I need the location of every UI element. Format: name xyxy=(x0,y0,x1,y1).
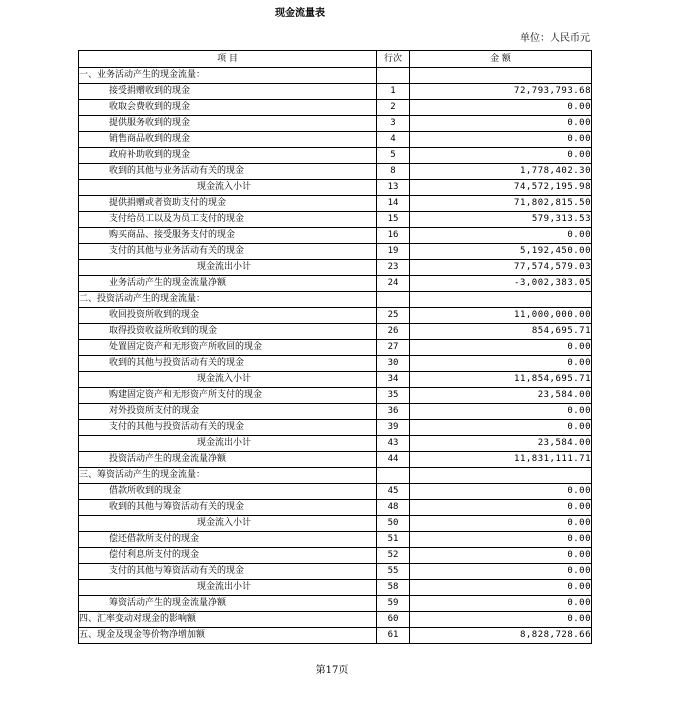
row-amount: 0.00 xyxy=(410,228,592,244)
row-amount: 0.00 xyxy=(410,404,592,420)
row-item-label: 政府补助收到的现金 xyxy=(79,148,377,164)
row-item-label: 偿还借款所支付的现金 xyxy=(79,532,377,548)
row-number: 4 xyxy=(377,132,410,148)
row-number: 26 xyxy=(377,324,410,340)
row-item-label: 收回投资所收到的现金 xyxy=(79,308,377,324)
table-header-row xyxy=(79,51,592,68)
table-row xyxy=(79,388,592,404)
row-item-label: 支付给员工以及为员工支付的现金 xyxy=(79,212,377,228)
row-item-label: 筹资活动产生的现金流量净额 xyxy=(79,596,377,612)
row-amount: 0.00 xyxy=(410,500,592,516)
row-amount: 1,778,402.30 xyxy=(410,164,592,180)
row-number: 51 xyxy=(377,532,410,548)
row-amount: 5,192,450.00 xyxy=(410,244,592,260)
row-amount: 11,831,111.71 xyxy=(410,452,592,468)
row-number: 13 xyxy=(377,180,410,196)
row-amount: 0.00 xyxy=(410,516,592,532)
row-number: 1 xyxy=(377,84,410,100)
row-amount: 0.00 xyxy=(410,132,592,148)
row-number: 30 xyxy=(377,356,410,372)
row-item-label: 二、投资活动产生的现金流量： xyxy=(79,292,377,308)
row-item-label: 接受捐赠收到的现金 xyxy=(79,84,377,100)
row-number: 25 xyxy=(377,308,410,324)
table-row xyxy=(79,516,592,532)
row-item-label: 购买商品、接受服务支付的现金 xyxy=(79,228,377,244)
row-item-label: 取得投资收益所收到的现金 xyxy=(79,324,377,340)
row-amount: 579,313.53 xyxy=(410,212,592,228)
row-item-label: 对外投资所支付的现金 xyxy=(79,404,377,420)
table-row xyxy=(79,532,592,548)
row-item-label: 五、现金及现金等价物净增加额 xyxy=(79,628,377,644)
row-item-label: 业务活动产生的现金流量净额 xyxy=(79,276,377,292)
row-item-label: 三、筹资活动产生的现金流量： xyxy=(79,468,377,484)
row-amount: 11,000,000.00 xyxy=(410,308,592,324)
table-row xyxy=(79,84,592,100)
page-title: 现金流量表 xyxy=(275,8,325,19)
row-amount: 0.00 xyxy=(410,580,592,596)
header-row-number: 行次 xyxy=(377,51,410,68)
table-row xyxy=(79,68,592,84)
row-amount: 23,584.00 xyxy=(410,388,592,404)
row-amount: 854,695.71 xyxy=(410,324,592,340)
table-row xyxy=(79,228,592,244)
table-row xyxy=(79,596,592,612)
row-item-label: 提供捐赠或者资助支付的现金 xyxy=(79,196,377,212)
row-item-label: 偿付利息所支付的现金 xyxy=(79,548,377,564)
row-number: 5 xyxy=(377,148,410,164)
table-row xyxy=(79,116,592,132)
row-amount xyxy=(410,292,592,308)
header-amount: 金 额 xyxy=(410,51,592,68)
table-row xyxy=(79,356,592,372)
row-number: 52 xyxy=(377,548,410,564)
table-row xyxy=(79,100,592,116)
row-amount: 0.00 xyxy=(410,532,592,548)
row-item-label: 借款所收到的现金 xyxy=(79,484,377,500)
row-number: 8 xyxy=(377,164,410,180)
row-item-label: 购建固定资产和无形资产所支付的现金 xyxy=(79,388,377,404)
table-row xyxy=(79,436,592,452)
row-number: 43 xyxy=(377,436,410,452)
table-row xyxy=(79,452,592,468)
row-amount: 11,854,695.71 xyxy=(410,372,592,388)
row-amount: 71,802,815.50 xyxy=(410,196,592,212)
row-item-label: 支付的其他与业务活动有关的现金 xyxy=(79,244,377,260)
row-number xyxy=(377,468,410,484)
row-number: 35 xyxy=(377,388,410,404)
row-item-label: 现金流出小计 xyxy=(79,436,377,452)
row-number: 34 xyxy=(377,372,410,388)
row-amount: 8,828,728.66 xyxy=(410,628,592,644)
table-row xyxy=(79,212,592,228)
page-number: 第17页 xyxy=(315,665,349,676)
row-number: 50 xyxy=(377,516,410,532)
row-item-label: 四、汇率变动对现金的影响额 xyxy=(79,612,377,628)
row-amount: 0.00 xyxy=(410,340,592,356)
row-item-label: 投资活动产生的现金流量净额 xyxy=(79,452,377,468)
row-amount: 0.00 xyxy=(410,484,592,500)
row-item-label: 收取会费收到的现金 xyxy=(79,100,377,116)
row-amount: 0.00 xyxy=(410,420,592,436)
row-number: 3 xyxy=(377,116,410,132)
table-row xyxy=(79,564,592,580)
table-row xyxy=(79,404,592,420)
row-number: 44 xyxy=(377,452,410,468)
cash-flow-table xyxy=(78,50,592,644)
row-amount: 72,793,793.68 xyxy=(410,84,592,100)
table-row xyxy=(79,468,592,484)
table-row xyxy=(79,484,592,500)
currency-unit: 单位：人民币元 xyxy=(520,33,590,44)
row-item-label: 支付的其他与筹资活动有关的现金 xyxy=(79,564,377,580)
row-item-label: 销售商品收到的现金 xyxy=(79,132,377,148)
row-amount xyxy=(410,68,592,84)
row-amount: 0.00 xyxy=(410,548,592,564)
row-number xyxy=(377,68,410,84)
row-amount: -3,002,383.05 xyxy=(410,276,592,292)
row-item-label: 收到的其他与投资活动有关的现金 xyxy=(79,356,377,372)
row-number: 36 xyxy=(377,404,410,420)
row-number xyxy=(377,292,410,308)
table-row xyxy=(79,180,592,196)
table-row xyxy=(79,244,592,260)
table-row xyxy=(79,276,592,292)
row-item-label: 收到的其他与业务活动有关的现金 xyxy=(79,164,377,180)
table-row xyxy=(79,292,592,308)
table-row xyxy=(79,260,592,276)
row-item-label: 现金流入小计 xyxy=(79,372,377,388)
row-number: 16 xyxy=(377,228,410,244)
row-amount: 74,572,195.98 xyxy=(410,180,592,196)
row-item-label: 收到的其他与筹资活动有关的现金 xyxy=(79,500,377,516)
table-row xyxy=(79,420,592,436)
table-row xyxy=(79,164,592,180)
row-amount: 0.00 xyxy=(410,100,592,116)
row-amount: 0.00 xyxy=(410,564,592,580)
row-amount xyxy=(410,468,592,484)
row-amount: 23,584.00 xyxy=(410,436,592,452)
row-item-label: 现金流入小计 xyxy=(79,516,377,532)
row-amount: 0.00 xyxy=(410,356,592,372)
table-row xyxy=(79,324,592,340)
row-item-label: 处置固定资产和无形资产所收回的现金 xyxy=(79,340,377,356)
row-number: 61 xyxy=(377,628,410,644)
row-number: 58 xyxy=(377,580,410,596)
row-item-label: 提供服务收到的现金 xyxy=(79,116,377,132)
table-row xyxy=(79,500,592,516)
row-item-label: 现金流出小计 xyxy=(79,580,377,596)
table-row xyxy=(79,372,592,388)
row-number: 55 xyxy=(377,564,410,580)
table-row xyxy=(79,580,592,596)
row-amount: 0.00 xyxy=(410,596,592,612)
row-item-label: 一、业务活动产生的现金流量： xyxy=(79,68,377,84)
row-number: 60 xyxy=(377,612,410,628)
row-item-label: 支付的其他与投资活动有关的现金 xyxy=(79,420,377,436)
row-amount: 0.00 xyxy=(410,116,592,132)
table-row xyxy=(79,612,592,628)
table-row xyxy=(79,148,592,164)
table-row xyxy=(79,628,592,644)
row-amount: 0.00 xyxy=(410,148,592,164)
table-row xyxy=(79,308,592,324)
row-number: 2 xyxy=(377,100,410,116)
row-number: 48 xyxy=(377,500,410,516)
table-row xyxy=(79,132,592,148)
row-amount: 0.00 xyxy=(410,612,592,628)
row-number: 23 xyxy=(377,260,410,276)
row-number: 15 xyxy=(377,212,410,228)
row-number: 45 xyxy=(377,484,410,500)
row-number: 59 xyxy=(377,596,410,612)
header-item: 项 目 xyxy=(79,51,377,68)
table-row xyxy=(79,196,592,212)
row-number: 24 xyxy=(377,276,410,292)
row-number: 39 xyxy=(377,420,410,436)
row-number: 14 xyxy=(377,196,410,212)
row-number: 19 xyxy=(377,244,410,260)
table-row xyxy=(79,548,592,564)
table-row xyxy=(79,340,592,356)
row-item-label: 现金流入小计 xyxy=(79,180,377,196)
row-number: 27 xyxy=(377,340,410,356)
row-item-label: 现金流出小计 xyxy=(79,260,377,276)
row-amount: 77,574,579.03 xyxy=(410,260,592,276)
